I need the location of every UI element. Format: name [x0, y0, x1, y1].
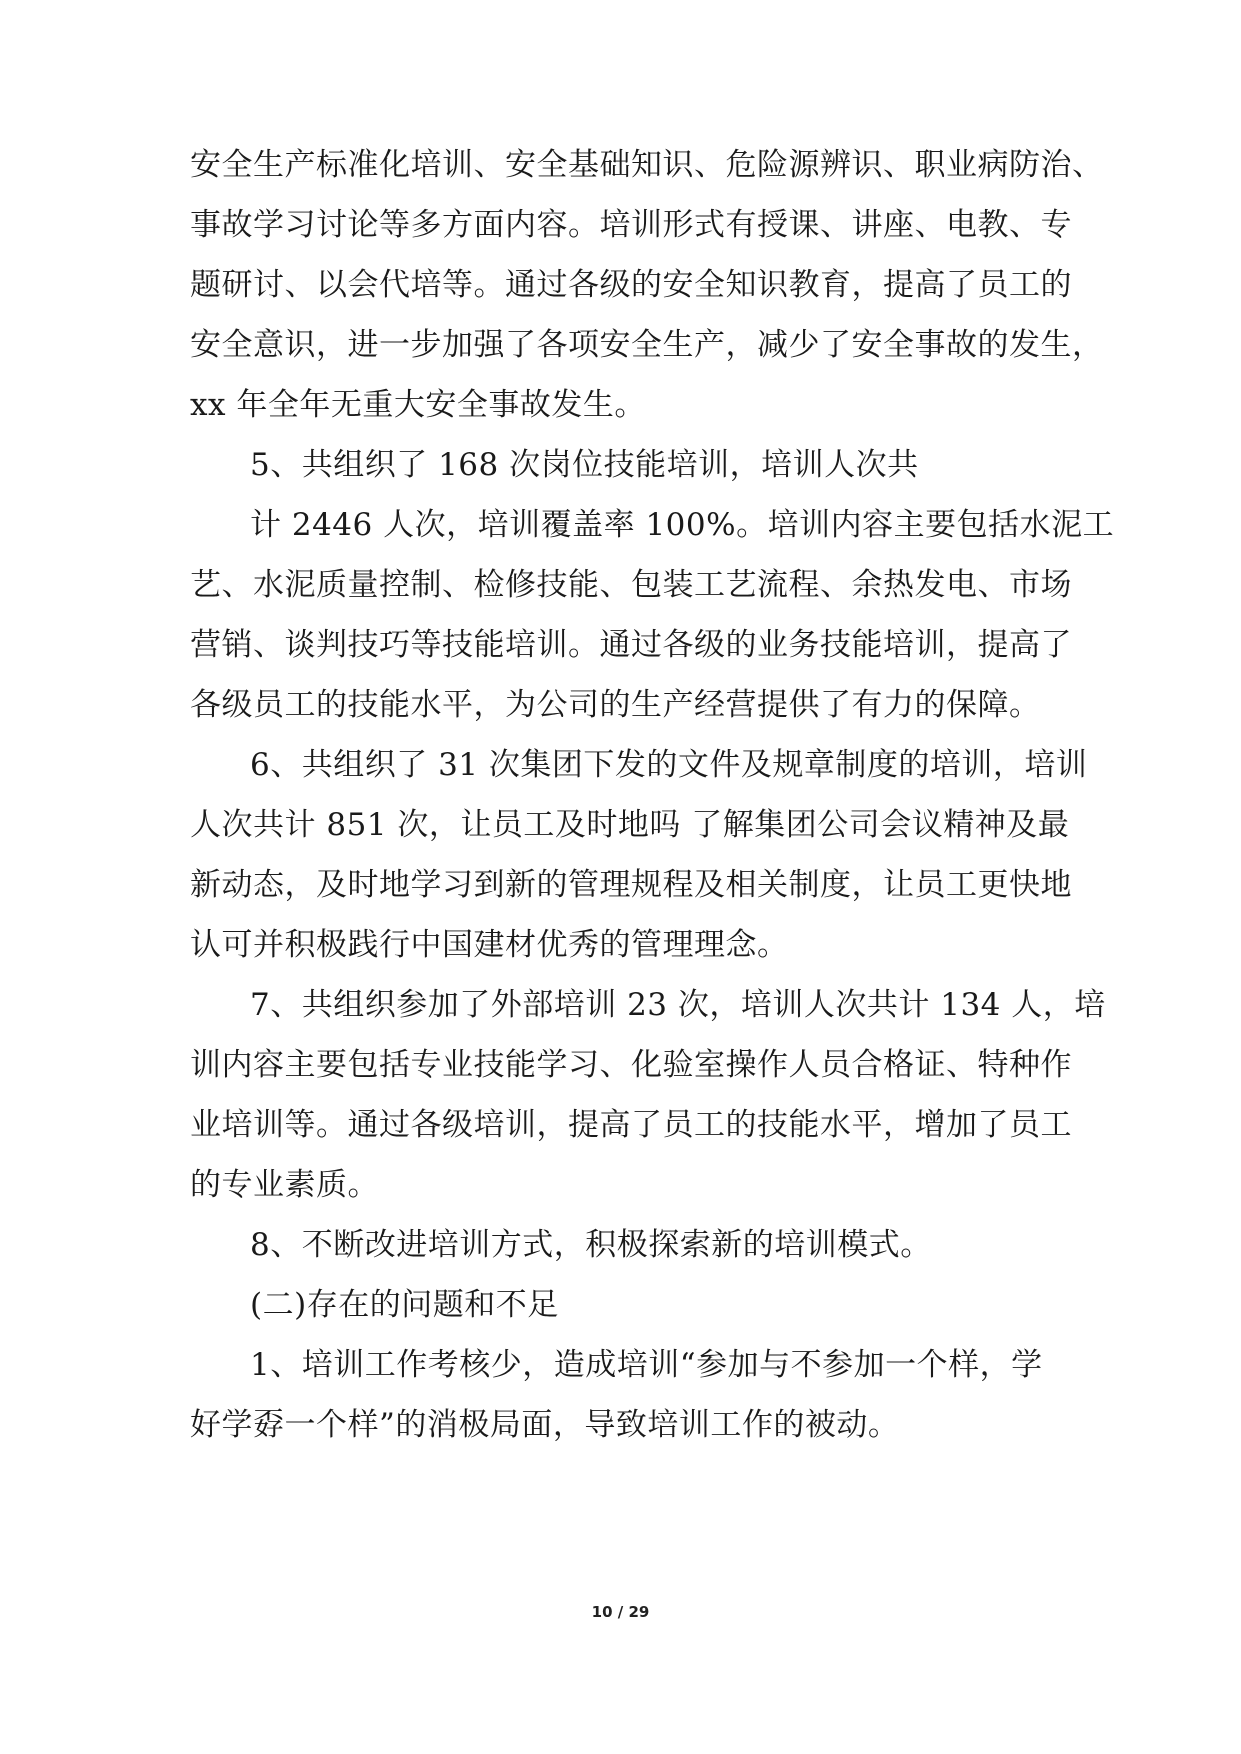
text-line: 安全生产标准化培训、安全基础知识、危险源辨识、职业病防治、 [190, 147, 1104, 183]
text-line: 6、共组织了 31 次集团下发的文件及规章制度的培训，培训 [250, 747, 1088, 783]
text-line: 1、培训工作考核少，造成培训“参加与不参加一个样，学 [250, 1347, 1043, 1383]
text-line: 7、共组织参加了外部培训 23 次，培训人次共计 134 人，培 [250, 987, 1106, 1023]
text-line: 训内容主要包括专业技能学习、化验室操作人员合格证、特种作 [190, 1047, 1072, 1083]
text-line: 认可并积极践行中国建材优秀的管理理念。 [190, 927, 789, 963]
section-heading: (二)存在的问题和不足 [250, 1287, 559, 1323]
text-line: 8、不断改进培训方式，积极探索新的培训模式。 [250, 1227, 932, 1263]
text-line: 人次共计 851 次，让员工及时地吗 了解集团公司会议精神及最 [190, 807, 1070, 843]
text-line: 艺、水泥质量控制、检修技能、包装工艺流程、余热发电、市场 [190, 567, 1072, 603]
text-line: 安全意识，进一步加强了各项安全生产，减少了安全事故的发生， [190, 327, 1104, 363]
text-line: 营销、谈判技巧等技能培训。通过各级的业务技能培训，提高了 [190, 627, 1072, 663]
text-line: 各级员工的技能水平，为公司的生产经营提供了有力的保障。 [190, 687, 1041, 723]
text-line: xx 年全年无重大安全事故发生。 [190, 387, 646, 423]
text-line: 好学孬一个样”的消极局面，导致培训工作的被动。 [190, 1407, 900, 1443]
text-line: 新动态，及时地学习到新的管理规程及相关制度，让员工更快地 [190, 867, 1072, 903]
text-line: 5、共组织了 168 次岗位技能培训，培训人次共 [250, 447, 919, 483]
page-number: 10 / 29 [591, 1603, 650, 1621]
text-line: 题研讨、以会代培等。通过各级的安全知识教育，提高了员工的 [190, 267, 1072, 303]
text-line: 业培训等。通过各级培训，提高了员工的技能水平，增加了员工 [190, 1107, 1072, 1143]
text-line: 事故学习讨论等多方面内容。培训形式有授课、讲座、电教、专 [190, 207, 1072, 243]
text-line: 的专业素质。 [190, 1167, 379, 1203]
text-line: 计 2446 人次，培训覆盖率 100%。培训内容主要包括水泥工 [250, 507, 1115, 543]
